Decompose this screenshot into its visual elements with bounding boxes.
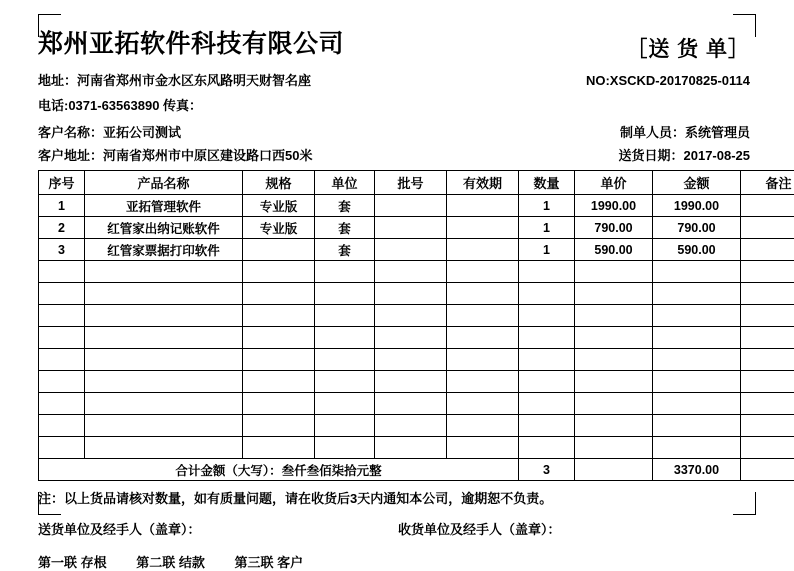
- cell-empty: [575, 371, 653, 393]
- total-amount: 3370.00: [653, 459, 741, 481]
- cell-batch: [375, 195, 447, 217]
- col-no: 序号: [39, 171, 85, 195]
- cell-empty: [653, 327, 741, 349]
- cell-empty: [741, 305, 794, 327]
- company-tel-fax: 电话:0371-63563890 传真：: [38, 95, 756, 114]
- address-label: 地址：: [38, 73, 77, 88]
- cell-empty: [243, 327, 315, 349]
- cell-empty: [315, 349, 375, 371]
- cell-empty: [447, 305, 519, 327]
- cell-name: 亚拓管理软件: [85, 195, 243, 217]
- cell-empty: [741, 371, 794, 393]
- table-row-empty: [39, 415, 794, 437]
- cell-empty: [375, 349, 447, 371]
- document-number: NO:XSCKD-20170825-0114: [586, 73, 756, 88]
- table-row-empty: [39, 393, 794, 415]
- total-label: 合计金额（大写）：叁仟叁佰柒拾元整: [39, 459, 519, 481]
- cell-empty: [575, 305, 653, 327]
- cell-empty: [575, 349, 653, 371]
- cell-unit: 套: [315, 217, 375, 239]
- cell-empty: [375, 371, 447, 393]
- cell-empty: [243, 261, 315, 283]
- cell-name: 红管家出纳记账软件: [85, 217, 243, 239]
- cell-empty: [243, 283, 315, 305]
- cell-empty: [39, 393, 85, 415]
- cell-empty: [519, 283, 575, 305]
- cell-empty: [519, 437, 575, 459]
- total-row: [39, 459, 794, 481]
- cell-empty: [575, 261, 653, 283]
- cell-empty: [653, 415, 741, 437]
- meta-block: [38, 122, 756, 164]
- cell-empty: [741, 415, 794, 437]
- cell-empty: [315, 437, 375, 459]
- cell-empty: [375, 415, 447, 437]
- col-amount: 金额: [653, 171, 741, 195]
- col-remark: 备注: [741, 171, 794, 195]
- delivery-date-label: 送货日期：: [618, 148, 683, 163]
- copies-row: [38, 552, 756, 571]
- cell-empty: [741, 283, 794, 305]
- cell-empty: [315, 283, 375, 305]
- cell-empty: [85, 415, 243, 437]
- col-price: 单价: [575, 171, 653, 195]
- cell-amount: 790.00: [653, 217, 741, 239]
- cell-empty: [85, 283, 243, 305]
- cell-name: 红管家票据打印软件: [85, 239, 243, 261]
- cell-empty: [315, 327, 375, 349]
- cell-empty: [85, 327, 243, 349]
- cell-empty: [575, 393, 653, 415]
- cell-empty: [243, 415, 315, 437]
- cell-empty: [653, 371, 741, 393]
- cell-empty: [85, 305, 243, 327]
- signature-row: [38, 519, 756, 538]
- table-row-empty: [39, 327, 794, 349]
- cell-empty: [447, 371, 519, 393]
- col-expiry: 有效期: [447, 171, 519, 195]
- cell-empty: [447, 437, 519, 459]
- cell-empty: [575, 327, 653, 349]
- cell-empty: [519, 393, 575, 415]
- cell-price: 590.00: [575, 239, 653, 261]
- cell-empty: [39, 437, 85, 459]
- cell-empty: [85, 349, 243, 371]
- cell-empty: [519, 415, 575, 437]
- cell-empty: [741, 327, 794, 349]
- table-row-empty: [39, 371, 794, 393]
- items-table: [38, 170, 794, 481]
- address-value: 河南省郑州市金水区东风路明天财智名座: [77, 73, 311, 88]
- cell-batch: [375, 217, 447, 239]
- cell-empty: [653, 393, 741, 415]
- table-row-empty: [39, 437, 794, 459]
- cell-remark: [741, 217, 794, 239]
- cell-empty: [243, 305, 315, 327]
- cell-spec: 专业版: [243, 217, 315, 239]
- cell-empty: [85, 371, 243, 393]
- cell-empty: [447, 283, 519, 305]
- items-table-head: [39, 171, 794, 195]
- cell-no: 3: [39, 239, 85, 261]
- cell-empty: [741, 393, 794, 415]
- items-table-header-row: [39, 171, 794, 195]
- cell-empty: [315, 261, 375, 283]
- cell-qty: 1: [519, 217, 575, 239]
- col-spec: 规格: [243, 171, 315, 195]
- delivery-date-field: [618, 145, 756, 164]
- company-address: [38, 70, 311, 89]
- footer-note: 注：以上货品请核对数量，如有质量问题，请在收货后3天内通知本公司，逾期恕不负责。: [38, 489, 756, 509]
- cell-empty: [243, 349, 315, 371]
- total-price-blank: [575, 459, 653, 481]
- table-row: [39, 217, 794, 239]
- document-title: ［送 货 单］: [626, 30, 756, 63]
- cell-empty: [653, 349, 741, 371]
- cell-qty: 1: [519, 239, 575, 261]
- cell-empty: [741, 349, 794, 371]
- cell-price: 790.00: [575, 217, 653, 239]
- company-name: 郑州亚拓软件科技有限公司: [38, 30, 344, 59]
- total-qty: 3: [519, 459, 575, 481]
- cell-empty: [375, 261, 447, 283]
- cell-empty: [315, 415, 375, 437]
- maker-value: 系统管理员: [685, 125, 750, 140]
- copy-1: 第一联 存根: [38, 555, 107, 570]
- cell-qty: 1: [519, 195, 575, 217]
- table-row-empty: [39, 283, 794, 305]
- cell-empty: [243, 371, 315, 393]
- sender-signature-label: 送货单位及经手人（盖章）：: [38, 519, 398, 538]
- cell-empty: [315, 393, 375, 415]
- cell-empty: [375, 305, 447, 327]
- cell-empty: [39, 415, 85, 437]
- receiver-signature-label: 收货单位及经手人（盖章）：: [398, 519, 561, 538]
- table-row-empty: [39, 305, 794, 327]
- cell-empty: [85, 437, 243, 459]
- items-table-body: [39, 195, 794, 459]
- items-table-foot: [39, 459, 794, 481]
- document-header: [38, 30, 756, 63]
- cell-empty: [741, 437, 794, 459]
- cell-empty: [447, 393, 519, 415]
- cell-empty: [575, 283, 653, 305]
- cell-expiry: [447, 217, 519, 239]
- cell-empty: [447, 415, 519, 437]
- cell-empty: [741, 261, 794, 283]
- col-qty: 数量: [519, 171, 575, 195]
- table-row-empty: [39, 349, 794, 371]
- cell-empty: [39, 305, 85, 327]
- cell-empty: [39, 349, 85, 371]
- cell-empty: [243, 437, 315, 459]
- cell-empty: [575, 437, 653, 459]
- cell-expiry: [447, 195, 519, 217]
- cell-empty: [519, 261, 575, 283]
- cell-empty: [447, 327, 519, 349]
- customer-address-value: 河南省郑州市中原区建设路口西50米: [103, 148, 312, 163]
- customer-name-value: 亚拓公司测试: [103, 125, 181, 140]
- table-row-empty: [39, 261, 794, 283]
- maker-label: 制单人员：: [620, 125, 685, 140]
- maker-field: [620, 122, 756, 141]
- customer-name-field: [38, 122, 181, 141]
- cell-empty: [519, 371, 575, 393]
- cell-spec: 专业版: [243, 195, 315, 217]
- customer-address-field: [38, 145, 312, 164]
- cell-empty: [375, 327, 447, 349]
- cell-empty: [315, 305, 375, 327]
- cell-empty: [39, 261, 85, 283]
- cell-batch: [375, 239, 447, 261]
- document-body: [38, 30, 756, 571]
- delivery-date-value: 2017-08-25: [684, 148, 751, 163]
- cell-empty: [375, 393, 447, 415]
- meta-row-customer: [38, 122, 756, 141]
- cell-empty: [375, 437, 447, 459]
- cell-empty: [243, 393, 315, 415]
- cell-expiry: [447, 239, 519, 261]
- customer-name-label: 客户名称：: [38, 125, 103, 140]
- cell-empty: [39, 283, 85, 305]
- cell-empty: [653, 283, 741, 305]
- cell-empty: [575, 415, 653, 437]
- cell-unit: 套: [315, 239, 375, 261]
- meta-row-address: [38, 145, 756, 164]
- cell-empty: [39, 371, 85, 393]
- total-remark-blank: [741, 459, 794, 481]
- cell-empty: [653, 437, 741, 459]
- cell-empty: [375, 283, 447, 305]
- cell-empty: [519, 327, 575, 349]
- cell-empty: [85, 393, 243, 415]
- col-unit: 单位: [315, 171, 375, 195]
- cell-empty: [39, 327, 85, 349]
- cell-remark: [741, 195, 794, 217]
- address-line: [38, 70, 756, 89]
- cell-empty: [653, 305, 741, 327]
- cell-empty: [519, 305, 575, 327]
- col-name: 产品名称: [85, 171, 243, 195]
- cell-amount: 590.00: [653, 239, 741, 261]
- cell-empty: [315, 371, 375, 393]
- table-row: [39, 239, 794, 261]
- cell-unit: 套: [315, 195, 375, 217]
- cell-empty: [653, 261, 741, 283]
- copy-2: 第二联 结款: [136, 555, 205, 570]
- cell-price: 1990.00: [575, 195, 653, 217]
- table-row: [39, 195, 794, 217]
- cell-empty: [447, 261, 519, 283]
- cell-spec: [243, 239, 315, 261]
- col-batch: 批号: [375, 171, 447, 195]
- customer-address-label: 客户地址：: [38, 148, 103, 163]
- cell-empty: [447, 349, 519, 371]
- cell-empty: [519, 349, 575, 371]
- cell-amount: 1990.00: [653, 195, 741, 217]
- cell-no: 2: [39, 217, 85, 239]
- cell-no: 1: [39, 195, 85, 217]
- cell-remark: [741, 239, 794, 261]
- copy-3: 第三联 客户: [235, 555, 304, 570]
- cell-empty: [85, 261, 243, 283]
